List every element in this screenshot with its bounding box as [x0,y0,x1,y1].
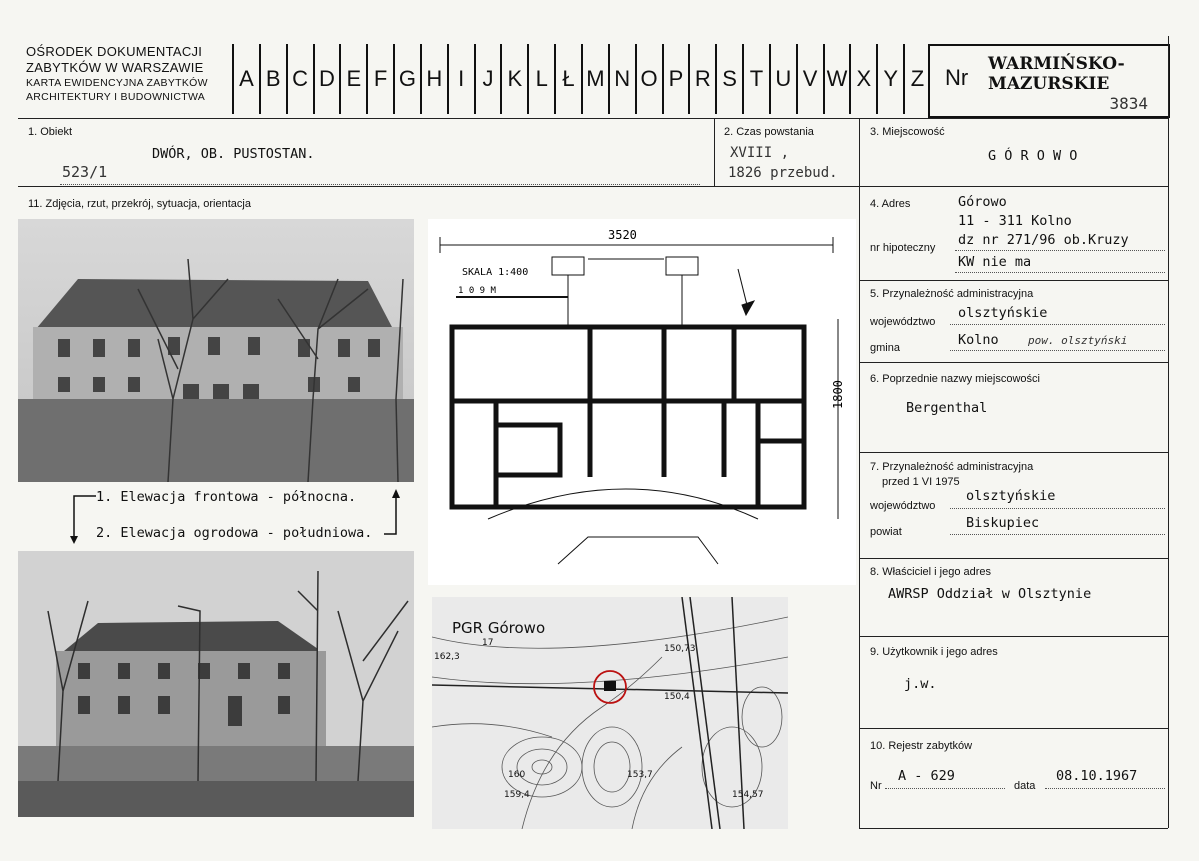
map-spot: 17 [482,638,494,648]
alphabet-letter: C [288,44,315,114]
data-value: 08.10.1967 [1056,768,1138,784]
alphabet-letter: L [529,44,556,114]
woj75-label: województwo [870,500,936,512]
alphabet-letter: G [395,44,422,114]
map-label: PGR Górowo [452,619,546,637]
alphabet-letter: B [261,44,288,114]
obiekt-label: 1. Obiekt [28,126,73,138]
alphabet-letter: E [341,44,368,114]
miejscowosc-label: 3. Miejscowość [870,126,945,138]
org-line: ARCHITEKTURY I BUDOWNICTWA [26,91,206,103]
alphabet-letter: K [502,44,529,114]
woj-value: olsztyńskie [958,305,1048,321]
map-spot: 150,73 [664,644,696,654]
czas-value: 1826 przebud. [728,165,838,181]
alphabet-letter: I [449,44,476,114]
garden-elevation-photo [18,551,414,817]
plan-width-dim: 3520 [608,228,637,242]
alphabet-index [232,44,930,114]
wlasc-value: AWRSP Oddział w Olsztynie [888,586,1092,602]
alphabet-letter: J [476,44,503,114]
zdjecia-label: 11. Zdjęcia, rzut, przekrój, sytuacja, orientacja [28,198,251,210]
przyn75-label: 7. Przynależność administracyjna [870,461,1034,473]
alphabet-letter: A [234,44,261,114]
alphabet-letter: S [717,44,744,114]
alphabet-letter: Ł [556,44,583,114]
map-spot: 153,7 [627,770,653,780]
org-line: KARTA EWIDENCYJNA ZABYTKÓW [26,77,208,89]
alphabet-letter: Z [910,66,925,91]
data-label: data [1014,780,1036,792]
powiat-value: Biskupiec [966,515,1040,531]
alphabet-letter: R [690,44,717,114]
woj75-value: olsztyńskie [966,488,1056,504]
gmina-label: gmina [870,342,900,354]
powiat-label: powiat [870,526,902,538]
czas-value: XVIII , [730,145,790,161]
location-map [432,597,788,829]
adres-value: dz nr 271/96 ob.Kruzy [958,232,1129,248]
region-name: MAZURSKIE [988,74,1110,94]
alphabet-letter: N [610,44,637,114]
wlasc-label: 8. Właściciel i jego adres [870,566,992,578]
adres-value: 11 - 311 Kolno [958,213,1072,229]
poprz-value: Bergenthal [906,400,988,416]
caption-arrows [66,484,406,548]
org-line: OŚRODEK DOKUMENTACJI [26,44,203,59]
nr-label: Nr [945,65,969,90]
card-number: 3834 [1109,94,1148,113]
organization-header [26,44,208,104]
hipoteczny-value: KW nie ma [958,254,1032,270]
map-spot: 162,3 [434,652,460,662]
alphabet-letter: W [825,44,852,114]
hipoteczny-label: nr hipoteczny [870,242,936,254]
map-spot: 154,57 [732,790,764,800]
alphabet-letter: U [771,44,798,114]
adres-label: 4. Adres [870,198,911,210]
plan-scale: SKALA 1:400 [462,267,529,278]
woj-label: województwo [870,316,936,328]
alphabet-letter: T [744,44,771,114]
gmina-note: pow. olsztyński [1028,334,1128,347]
alphabet-letter: Y [878,44,905,114]
floor-plan [428,219,856,585]
poprz-label: 6. Poprzednie nazwy miejscowości [870,373,1040,385]
map-spot: 160 [508,770,526,780]
plan-depth-dim: 1800 [831,380,845,409]
alphabet-letter: V [798,44,825,114]
rejestr-label: 10. Rejestr zabytków [870,740,973,752]
caption-front: 1. Elewacja frontowa - północna. [96,489,357,505]
czas-label: 2. Czas powstania [724,126,814,138]
alphabet-letter: M [583,44,610,114]
obiekt-value: DWÓR, OB. PUSTOSTAN. [152,146,315,162]
map-spot: 150,4 [664,692,690,702]
gmina-value: Kolno [958,332,999,348]
uzytk-value: j.w. [904,676,937,692]
map-spot: 159,4 [504,790,530,800]
uzytk-label: 9. Użytkownik i jego adres [870,646,998,658]
plan-scale-ticks: 1 0 9 M [458,286,496,296]
przyn-label: 5. Przynależność administracyjna [870,288,1034,300]
alphabet-letter: H [422,44,449,114]
alphabet-letter: P [664,44,691,114]
obiekt-code: 523/1 [62,163,108,181]
alphabet-letter: O [637,44,664,114]
alphabet-letter: D [315,44,342,114]
org-line: ZABYTKÓW W WARSZAWIE [26,60,204,75]
przyn75-label: przed 1 VI 1975 [882,476,960,488]
region-name: WARMIŃSKO- [988,54,1125,74]
rejestr-nr-label: Nr [870,780,882,792]
rejestr-nr: A - 629 [898,768,955,784]
adres-value: Górowo [958,194,1007,210]
alphabet-letter: F [368,44,395,114]
front-elevation-photo [18,219,414,482]
alphabet-letter: X [851,44,878,114]
caption-garden: 2. Elewacja ogrodowa - południowa. [96,525,373,541]
miejscowosc-value: G Ó R O W O [988,148,1078,164]
